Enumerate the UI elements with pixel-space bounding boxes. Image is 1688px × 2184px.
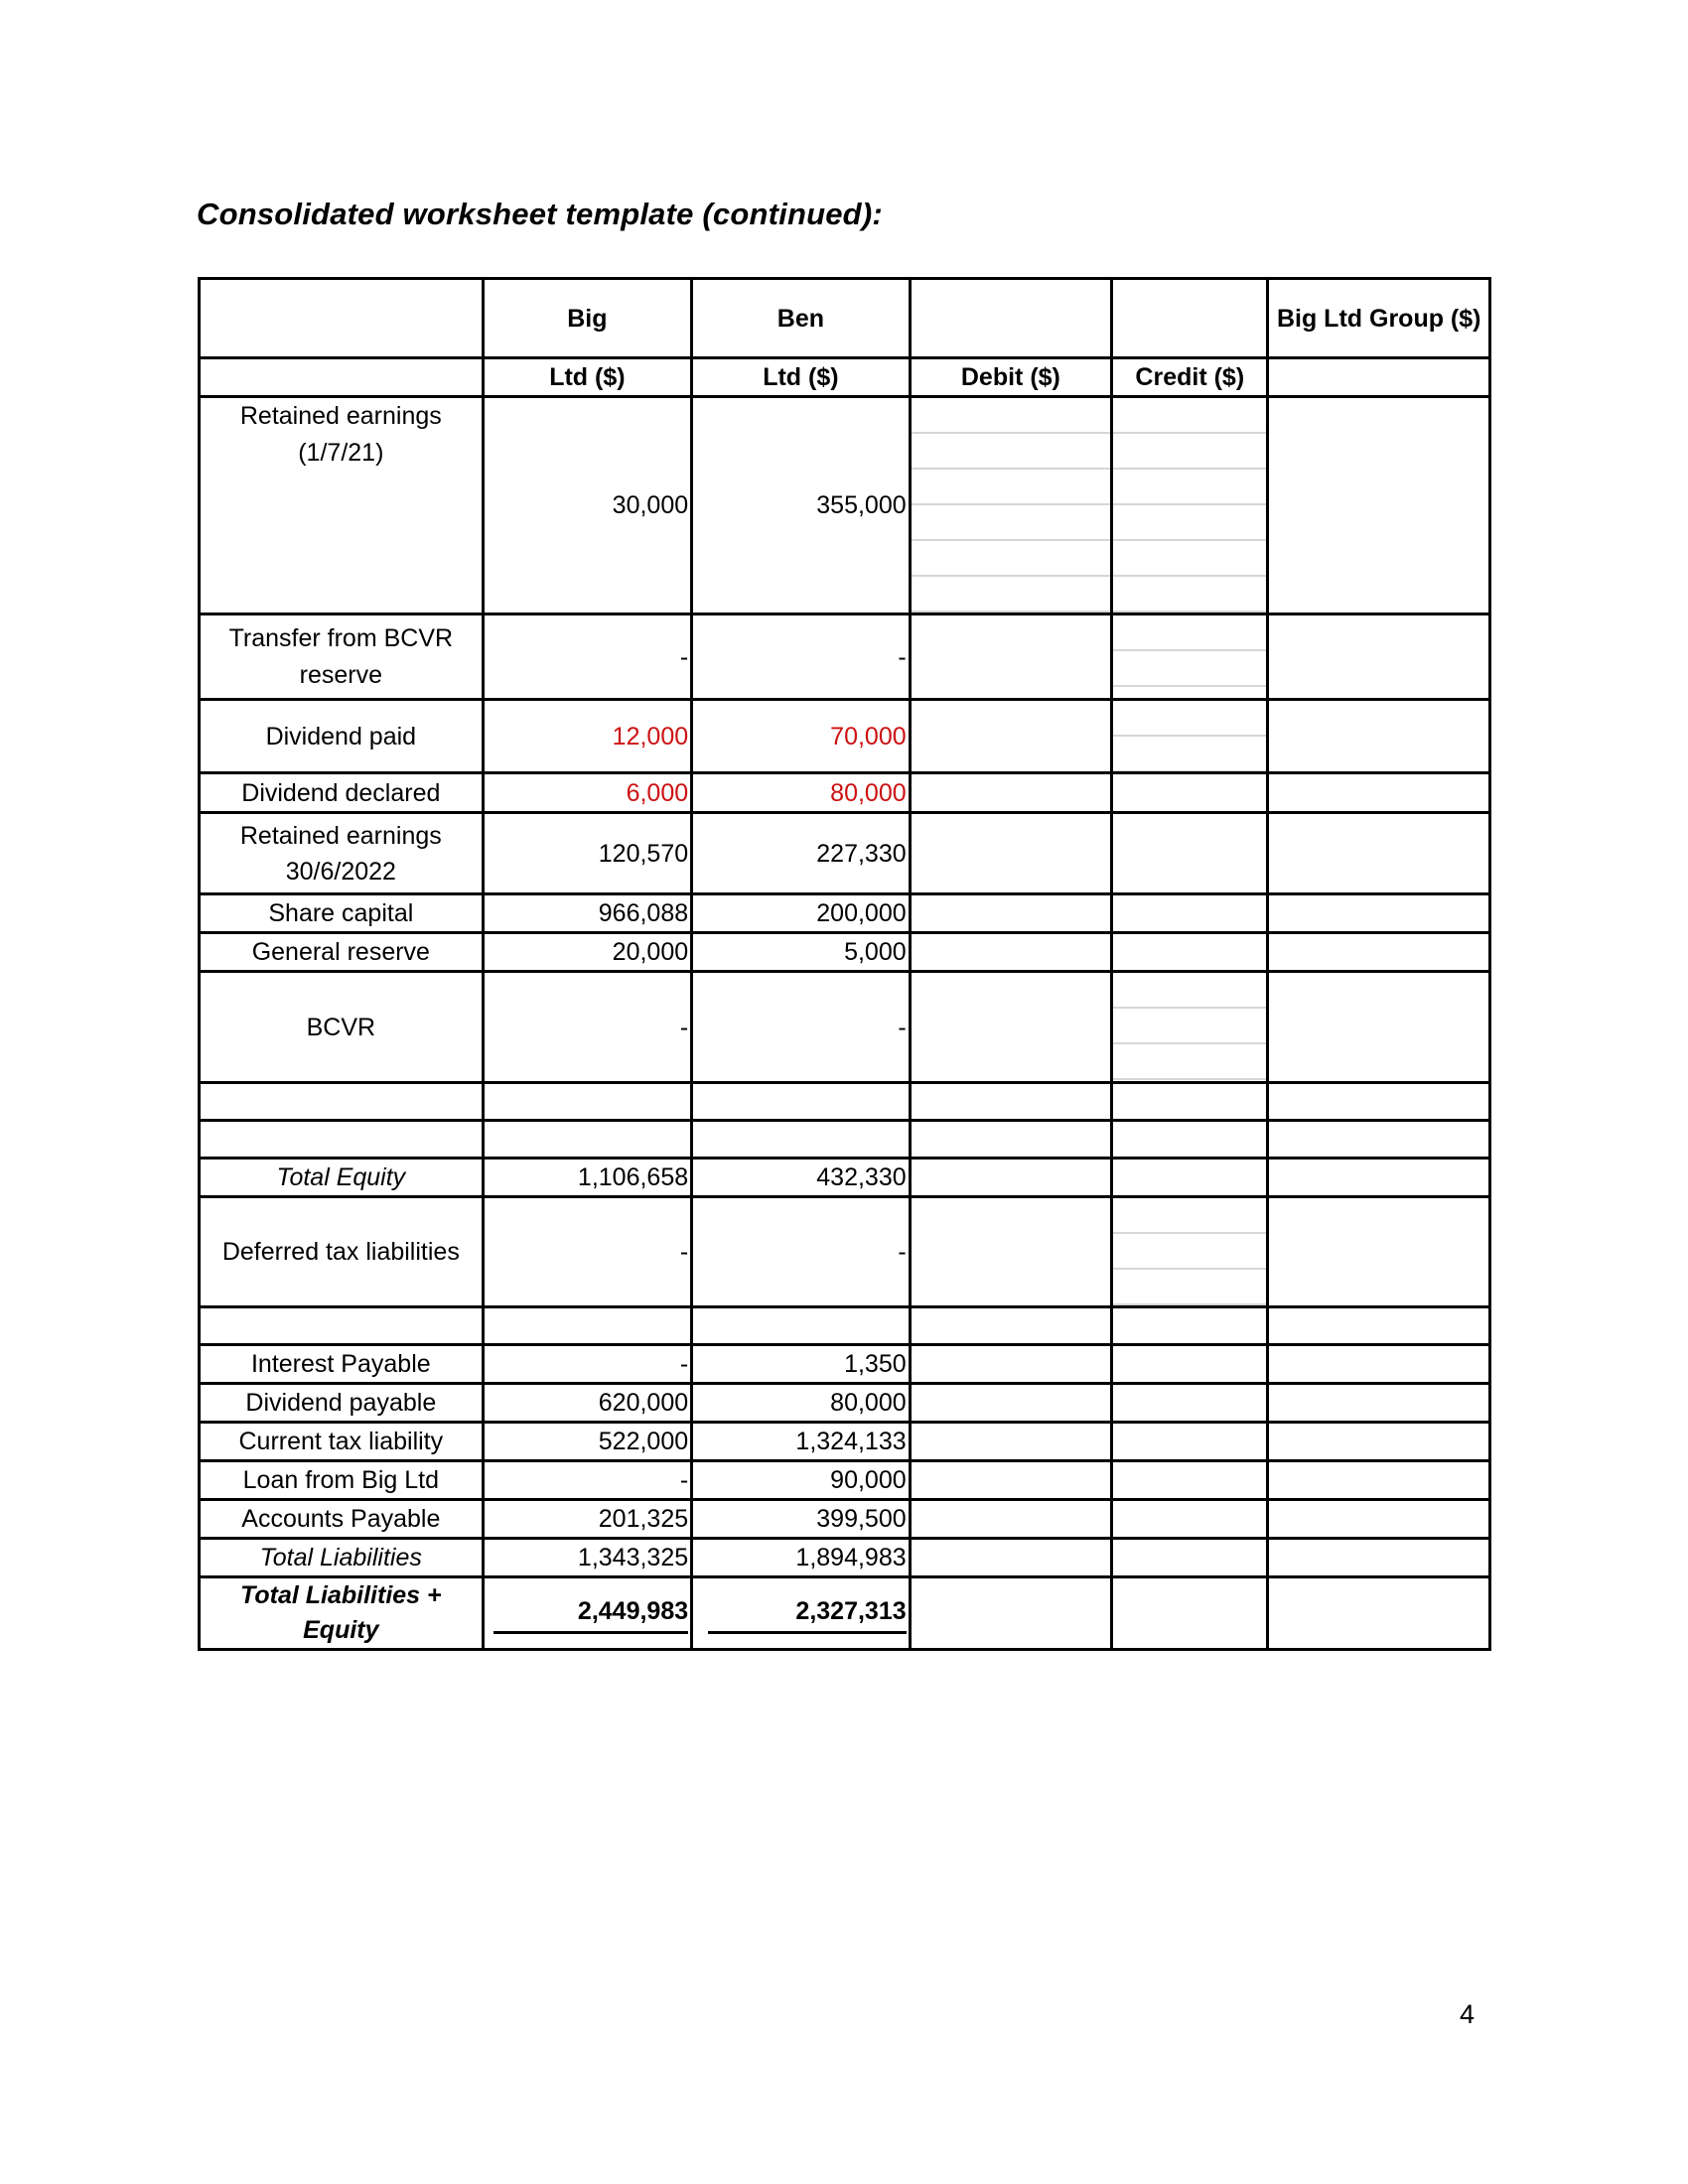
- ben-value: 399,500: [692, 1500, 911, 1539]
- header-credit: Credit ($): [1112, 358, 1268, 397]
- debit-cell[interactable]: [910, 933, 1111, 972]
- row-label-line-1: Transfer from BCVR: [228, 623, 454, 652]
- big-total: 2,449,983: [493, 1593, 688, 1634]
- row-label: [200, 813, 484, 894]
- big-value: -: [483, 1461, 691, 1500]
- big-value: -: [483, 1345, 691, 1384]
- blank-cell[interactable]: [1112, 1307, 1268, 1345]
- row-label: Accounts Payable: [200, 1500, 484, 1539]
- header-ben: Ben: [692, 279, 911, 358]
- blank-cell[interactable]: [1112, 1121, 1268, 1159]
- big-value: -: [483, 1197, 691, 1307]
- row-label-line-1: Total Liabilities +: [240, 1581, 442, 1609]
- ben-value: 5,000: [692, 933, 911, 972]
- blank-cell[interactable]: [1268, 1121, 1490, 1159]
- ben-value: -: [692, 614, 911, 700]
- group-cell[interactable]: [1268, 1197, 1490, 1307]
- row-label: General reserve: [200, 933, 484, 972]
- blank-cell[interactable]: [483, 1121, 691, 1159]
- blank-cell[interactable]: [692, 1307, 911, 1345]
- row-total-liabilities: [200, 1539, 1490, 1577]
- credit-cell[interactable]: [1112, 972, 1268, 1083]
- ben-value: 90,000: [692, 1461, 911, 1500]
- blank-cell[interactable]: [692, 1083, 911, 1121]
- blank-cell[interactable]: [483, 1307, 691, 1345]
- debit-cell[interactable]: [910, 397, 1111, 614]
- big-value: -: [483, 614, 691, 700]
- row-label: Current tax liability: [200, 1423, 484, 1461]
- credit-cell[interactable]: [1112, 700, 1268, 773]
- row-label: [200, 614, 484, 700]
- debit-cell[interactable]: [910, 1577, 1111, 1650]
- group-cell[interactable]: [1268, 1345, 1490, 1384]
- ben-value: 1,350: [692, 1345, 911, 1384]
- row-accounts-payable: [200, 1500, 1490, 1539]
- debit-cell[interactable]: [910, 614, 1111, 700]
- row-label: Dividend declared: [200, 773, 484, 813]
- credit-cell[interactable]: [1112, 1197, 1268, 1307]
- big-value: 966,088: [483, 894, 691, 933]
- row-label: Share capital: [200, 894, 484, 933]
- row-label: Total Liabilities: [200, 1539, 484, 1577]
- row-label-line-1: Retained earnings: [239, 402, 442, 430]
- row-label: Interest Payable: [200, 1345, 484, 1384]
- debit-cell[interactable]: [910, 773, 1111, 813]
- group-cell[interactable]: [1268, 1461, 1490, 1500]
- ben-value: 1,324,133: [692, 1423, 911, 1461]
- group-cell[interactable]: [1268, 1577, 1490, 1650]
- group-cell[interactable]: [1268, 614, 1490, 700]
- blank-cell[interactable]: [483, 1083, 691, 1121]
- header-big: Big: [483, 279, 691, 358]
- header-debit-blank: [910, 279, 1111, 358]
- header-group: Big Ltd Group ($): [1268, 279, 1490, 358]
- row-bcvr: [200, 972, 1490, 1083]
- header-debit: Debit ($): [910, 358, 1111, 397]
- group-cell[interactable]: [1268, 1500, 1490, 1539]
- big-value: 522,000: [483, 1423, 691, 1461]
- row-label-line-2: 30/6/2022: [285, 857, 396, 886]
- credit-cell[interactable]: [1112, 933, 1268, 972]
- blank-cell[interactable]: [1112, 1083, 1268, 1121]
- debit-cell[interactable]: [910, 1159, 1111, 1197]
- row-label-line-2: (1/7/21): [298, 439, 384, 467]
- ben-value: 80,000: [692, 1384, 911, 1423]
- debit-cell[interactable]: [910, 1500, 1111, 1539]
- blank-cell[interactable]: [1268, 1083, 1490, 1121]
- row-label: [200, 1577, 484, 1650]
- blank-cell[interactable]: [200, 1121, 484, 1159]
- ben-value: 355,000: [692, 397, 911, 614]
- row-general-reserve: [200, 933, 1490, 972]
- debit-cell[interactable]: [910, 1461, 1111, 1500]
- ben-value: 1,894,983: [692, 1539, 911, 1577]
- row-share-capital: [200, 894, 1490, 933]
- row-label: Dividend paid: [200, 700, 484, 773]
- row-total-liabilities-equity: [200, 1577, 1490, 1650]
- group-cell[interactable]: [1268, 894, 1490, 933]
- credit-cell[interactable]: [1112, 1159, 1268, 1197]
- group-cell[interactable]: [1268, 813, 1490, 894]
- ben-value: 70,000: [692, 700, 911, 773]
- group-cell[interactable]: [1268, 1384, 1490, 1423]
- credit-cell[interactable]: [1112, 1423, 1268, 1461]
- ben-value: 432,330: [692, 1159, 911, 1197]
- debit-cell[interactable]: [910, 1345, 1111, 1384]
- row-deferred-tax: [200, 1197, 1490, 1307]
- big-value: 620,000: [483, 1384, 691, 1423]
- header-sub-blank: [200, 358, 484, 397]
- row-blank: [200, 1121, 1490, 1159]
- group-cell[interactable]: [1268, 1423, 1490, 1461]
- row-label: Loan from Big Ltd: [200, 1461, 484, 1500]
- row-label: [200, 397, 484, 614]
- ben-value: -: [692, 972, 911, 1083]
- row-blank: [200, 1307, 1490, 1345]
- row-label-line-1: Retained earnings: [239, 821, 442, 850]
- credit-cell[interactable]: [1112, 773, 1268, 813]
- page-number: 4: [1460, 1999, 1476, 2029]
- credit-cell[interactable]: [1112, 614, 1268, 700]
- debit-cell[interactable]: [910, 1384, 1111, 1423]
- big-value: 6,000: [483, 773, 691, 813]
- row-blank: [200, 1083, 1490, 1121]
- row-label: BCVR: [200, 972, 484, 1083]
- row-transfer-bcvr: [200, 614, 1490, 700]
- credit-cell[interactable]: [1112, 894, 1268, 933]
- credit-cell[interactable]: [1112, 813, 1268, 894]
- debit-cell[interactable]: [910, 813, 1111, 894]
- row-loan-from-big: [200, 1461, 1490, 1500]
- page-title: Consolidated worksheet template (continued):: [197, 197, 883, 231]
- blank-cell[interactable]: [910, 1307, 1111, 1345]
- row-label-line-2: Equity: [303, 1616, 379, 1644]
- row-label: Dividend payable: [200, 1384, 484, 1423]
- header-blank: [200, 279, 484, 358]
- big-value: [483, 1577, 691, 1650]
- credit-cell[interactable]: [1112, 1577, 1268, 1650]
- group-cell[interactable]: [1268, 700, 1490, 773]
- credit-cell[interactable]: [1112, 1539, 1268, 1577]
- group-cell[interactable]: [1268, 933, 1490, 972]
- row-dividend-declared: [200, 773, 1490, 813]
- header-big-sub: Ltd ($): [483, 358, 691, 397]
- group-cell[interactable]: [1268, 1159, 1490, 1197]
- header-credit-blank: [1112, 279, 1268, 358]
- blank-cell[interactable]: [200, 1083, 484, 1121]
- ben-value: 200,000: [692, 894, 911, 933]
- row-retained-earnings-opening: [200, 397, 1490, 614]
- blank-cell[interactable]: [910, 1083, 1111, 1121]
- row-label: Deferred tax liabilities: [200, 1197, 484, 1307]
- debit-cell[interactable]: [910, 1197, 1111, 1307]
- ben-value: [692, 1577, 911, 1650]
- debit-cell[interactable]: [910, 1423, 1111, 1461]
- debit-cell[interactable]: [910, 1539, 1111, 1577]
- credit-cell[interactable]: [1112, 1345, 1268, 1384]
- big-value: 1,343,325: [483, 1539, 691, 1577]
- header-row-sub: [200, 358, 1490, 397]
- credit-cell[interactable]: [1112, 1461, 1268, 1500]
- row-label: Total Equity: [200, 1159, 484, 1197]
- header-row-top: [200, 279, 1490, 358]
- big-value: 1,106,658: [483, 1159, 691, 1197]
- big-value: 30,000: [483, 397, 691, 614]
- header-group-sub: [1268, 358, 1490, 397]
- group-cell[interactable]: [1268, 773, 1490, 813]
- group-cell[interactable]: [1268, 972, 1490, 1083]
- group-cell[interactable]: [1268, 397, 1490, 614]
- row-label-line-2: reserve: [299, 660, 383, 689]
- credit-cell[interactable]: [1112, 397, 1268, 614]
- row-total-equity: [200, 1159, 1490, 1197]
- ben-value: 80,000: [692, 773, 911, 813]
- credit-cell[interactable]: [1112, 1384, 1268, 1423]
- header-ben-sub: Ltd ($): [692, 358, 911, 397]
- row-interest-payable: [200, 1345, 1490, 1384]
- row-current-tax-liability: [200, 1423, 1490, 1461]
- debit-cell[interactable]: [910, 894, 1111, 933]
- big-value: 20,000: [483, 933, 691, 972]
- big-value: -: [483, 972, 691, 1083]
- row-dividend-payable: [200, 1384, 1490, 1423]
- big-value: 120,570: [483, 813, 691, 894]
- debit-cell[interactable]: [910, 972, 1111, 1083]
- blank-cell[interactable]: [1268, 1307, 1490, 1345]
- big-value: 201,325: [483, 1500, 691, 1539]
- group-cell[interactable]: [1268, 1539, 1490, 1577]
- row-dividend-paid: [200, 700, 1490, 773]
- ben-total: 2,327,313: [708, 1593, 907, 1634]
- credit-cell[interactable]: [1112, 1500, 1268, 1539]
- blank-cell[interactable]: [200, 1307, 484, 1345]
- ben-value: 227,330: [692, 813, 911, 894]
- row-retained-earnings-closing: [200, 813, 1490, 894]
- blank-cell[interactable]: [692, 1121, 911, 1159]
- consolidated-worksheet-table: [198, 277, 1491, 1651]
- big-value: 12,000: [483, 700, 691, 773]
- debit-cell[interactable]: [910, 700, 1111, 773]
- blank-cell[interactable]: [910, 1121, 1111, 1159]
- ben-value: -: [692, 1197, 911, 1307]
